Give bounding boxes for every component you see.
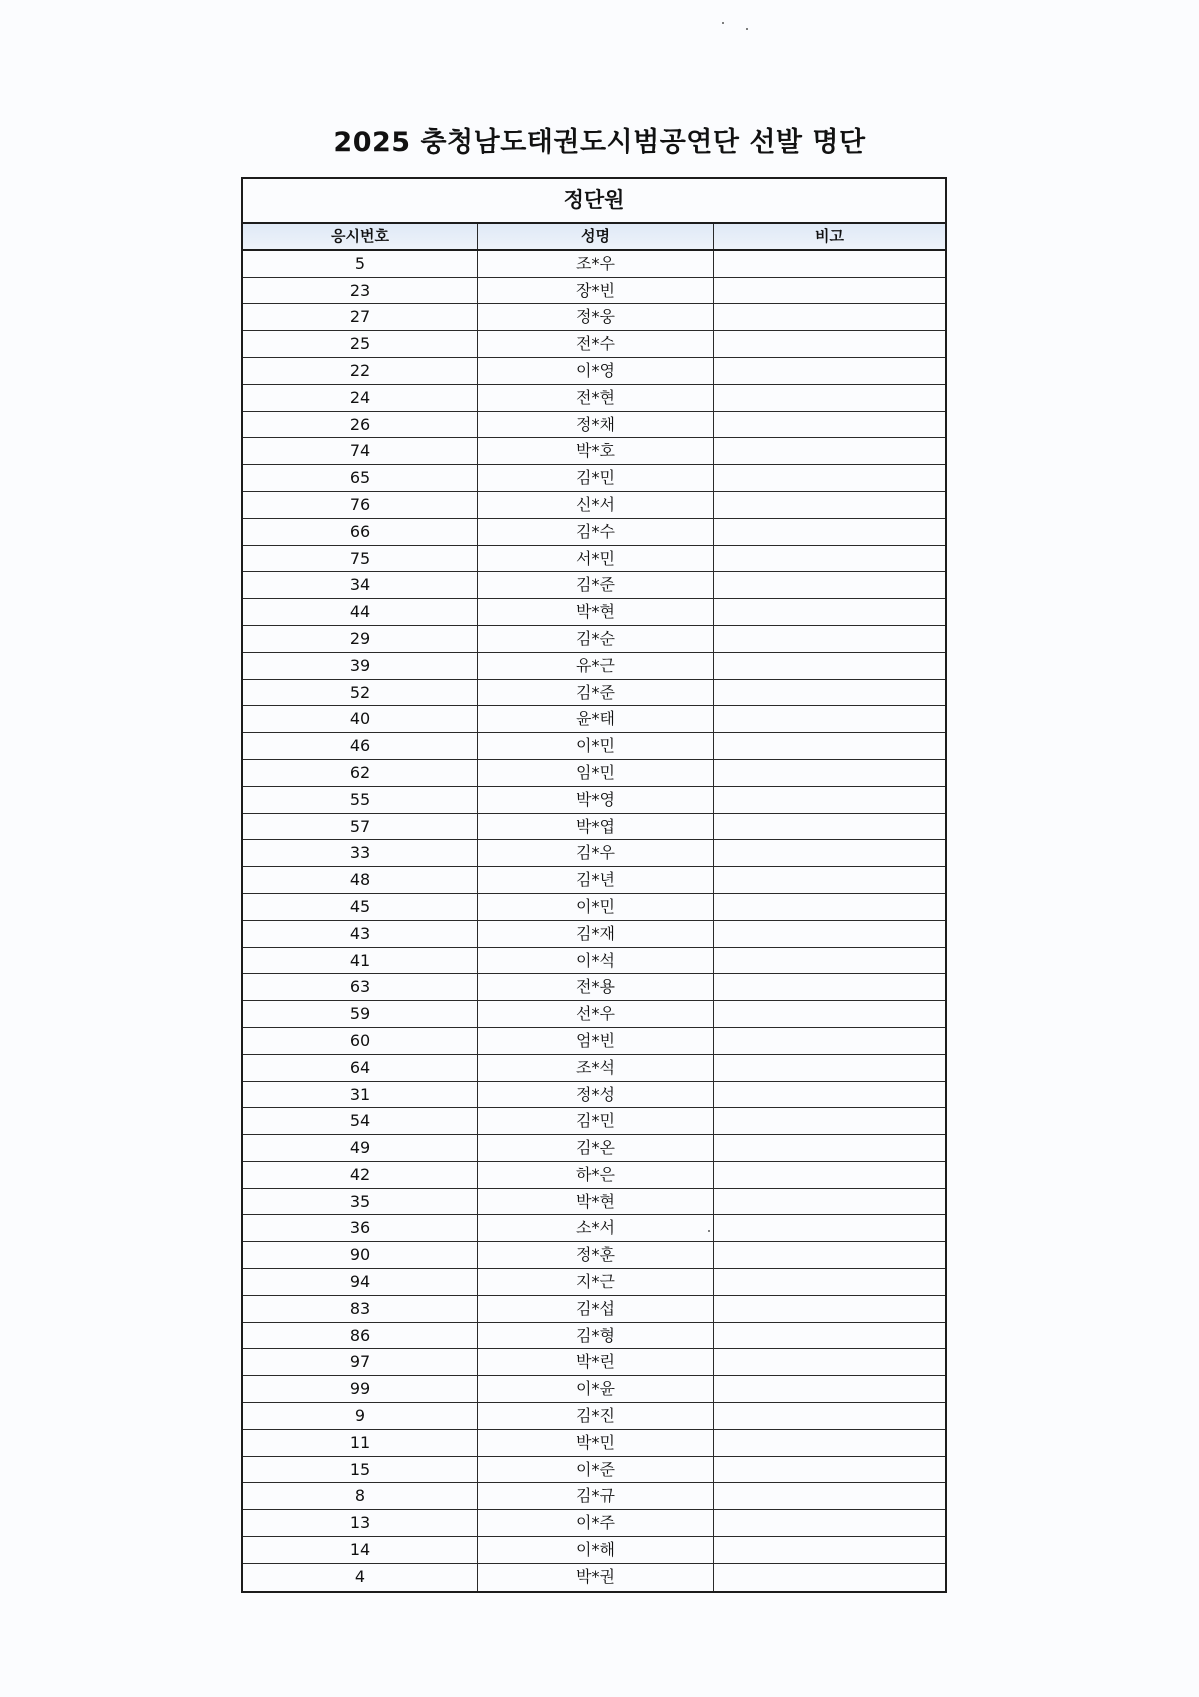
section-title: 정단원 — [243, 179, 945, 224]
name-cell: 김*년 — [478, 867, 714, 893]
remarks-cell — [714, 733, 945, 759]
remarks-cell — [714, 519, 945, 545]
column-header-name: 성명 — [478, 224, 714, 249]
remarks-cell — [714, 1028, 945, 1054]
table-row — [243, 412, 945, 439]
number-cell: 35 — [243, 1189, 478, 1215]
table-row — [243, 1537, 945, 1564]
name-cell: 김*준 — [478, 572, 714, 598]
name-cell: 이*석 — [478, 948, 714, 974]
page-title: 2025 충청남도태권도시범공연단 선발 명단 — [333, 127, 866, 158]
remarks-cell — [714, 974, 945, 1000]
table-row — [243, 465, 945, 492]
number-cell: 23 — [243, 278, 478, 304]
table-row — [243, 787, 945, 814]
table-row — [243, 599, 945, 626]
number-cell: 29 — [243, 626, 478, 652]
number-cell: 48 — [243, 867, 478, 893]
table-row — [243, 304, 945, 331]
remarks-cell — [714, 438, 945, 464]
remarks-cell — [714, 412, 945, 438]
table-row — [243, 1001, 945, 1028]
column-header-remarks: 비고 — [815, 227, 844, 245]
table-row — [243, 278, 945, 305]
number-cell: 45 — [243, 894, 478, 920]
number-cell: 94 — [243, 1269, 478, 1295]
number-cell: 46 — [243, 733, 478, 759]
remarks-cell — [714, 1537, 945, 1563]
name-cell: 소*서 — [478, 1215, 714, 1241]
column-header-number: 응시번호 — [243, 224, 478, 249]
remarks-cell — [714, 465, 945, 491]
remarks-cell — [714, 492, 945, 518]
name-cell: 이*준 — [478, 1457, 714, 1483]
remarks-cell — [714, 1108, 945, 1134]
name-cell: 박*현 — [478, 1189, 714, 1215]
table-row — [243, 1510, 945, 1537]
table-row — [243, 1564, 945, 1591]
number-cell: 39 — [243, 653, 478, 679]
table-row — [243, 331, 945, 358]
remarks-cell — [714, 840, 945, 866]
number-cell: 22 — [243, 358, 478, 384]
remarks-cell — [714, 1055, 945, 1081]
remarks-cell — [714, 653, 945, 679]
name-cell: 박*호 — [478, 438, 714, 464]
remarks-cell — [714, 278, 945, 304]
number-cell: 34 — [243, 572, 478, 598]
table-row — [243, 1376, 945, 1403]
remarks-cell — [714, 680, 945, 706]
name-cell: 정*성 — [478, 1082, 714, 1108]
table-row — [243, 438, 945, 465]
name-cell: 김*진 — [478, 1403, 714, 1429]
name-cell: 김*준 — [478, 680, 714, 706]
number-cell: 14 — [243, 1537, 478, 1563]
table-row — [243, 1323, 945, 1350]
remarks-cell — [714, 1564, 945, 1591]
remarks-cell — [714, 814, 945, 840]
table-row — [243, 251, 945, 278]
table-row — [243, 706, 945, 733]
table-row — [243, 814, 945, 841]
number-cell: 83 — [243, 1296, 478, 1322]
name-cell: 전*수 — [478, 331, 714, 357]
name-cell: 하*은 — [478, 1162, 714, 1188]
name-cell: 김*우 — [478, 840, 714, 866]
remarks-cell — [714, 1215, 945, 1241]
name-cell: 박*민 — [478, 1430, 714, 1456]
remarks-cell — [714, 251, 945, 277]
number-cell: 36 — [243, 1215, 478, 1241]
column-header-row — [243, 224, 945, 251]
remarks-cell — [714, 626, 945, 652]
name-cell: 정*훈 — [478, 1242, 714, 1268]
number-cell: 24 — [243, 385, 478, 411]
table-row — [243, 867, 945, 894]
name-cell: 김*온 — [478, 1135, 714, 1161]
name-cell: 서*민 — [478, 546, 714, 572]
name-cell: 임*민 — [478, 760, 714, 786]
table-row — [243, 519, 945, 546]
number-cell: 26 — [243, 412, 478, 438]
table-row — [243, 760, 945, 787]
scan-speck — [722, 22, 724, 24]
remarks-cell — [714, 599, 945, 625]
name-cell: 박*현 — [478, 599, 714, 625]
name-cell: 윤*태 — [478, 706, 714, 732]
number-cell: 33 — [243, 840, 478, 866]
name-cell: 박*영 — [478, 787, 714, 813]
name-cell: 유*근 — [478, 653, 714, 679]
table-row — [243, 894, 945, 921]
remarks-cell — [714, 1162, 945, 1188]
table-row — [243, 1082, 945, 1109]
table-row — [243, 1403, 945, 1430]
number-cell: 99 — [243, 1376, 478, 1402]
remarks-cell — [714, 1001, 945, 1027]
roster-body — [243, 251, 945, 1591]
remarks-cell — [714, 1349, 945, 1375]
number-cell: 54 — [243, 1108, 478, 1134]
remarks-cell — [714, 1483, 945, 1509]
number-cell: 63 — [243, 974, 478, 1000]
table-row — [243, 492, 945, 519]
name-cell: 이*민 — [478, 733, 714, 759]
remarks-cell — [714, 760, 945, 786]
table-row — [243, 974, 945, 1001]
name-cell: 김*섭 — [478, 1296, 714, 1322]
number-cell: 64 — [243, 1055, 478, 1081]
remarks-cell — [714, 1296, 945, 1322]
number-cell: 55 — [243, 787, 478, 813]
number-cell: 31 — [243, 1082, 478, 1108]
number-cell: 66 — [243, 519, 478, 545]
name-cell: 김*순 — [478, 626, 714, 652]
name-cell: 전*용 — [478, 974, 714, 1000]
table-row — [243, 385, 945, 412]
name-cell: 이*윤 — [478, 1376, 714, 1402]
name-cell: 김*민 — [478, 1108, 714, 1134]
name-cell: 신*서 — [478, 492, 714, 518]
number-cell: 27 — [243, 304, 478, 330]
remarks-cell — [714, 948, 945, 974]
number-cell: 49 — [243, 1135, 478, 1161]
name-cell: 박*권 — [478, 1564, 714, 1591]
roster-table — [241, 177, 947, 1593]
remarks-cell — [714, 1510, 945, 1536]
table-row — [243, 1349, 945, 1376]
table-row — [243, 358, 945, 385]
remarks-cell — [714, 358, 945, 384]
number-cell: 74 — [243, 438, 478, 464]
table-row — [243, 680, 945, 707]
table-row — [243, 653, 945, 680]
scan-speck — [746, 28, 748, 30]
remarks-cell — [714, 1242, 945, 1268]
remarks-cell — [714, 1403, 945, 1429]
remarks-cell — [714, 385, 945, 411]
table-row — [243, 1162, 945, 1189]
name-cell: 김*수 — [478, 519, 714, 545]
number-cell: 57 — [243, 814, 478, 840]
number-cell: 76 — [243, 492, 478, 518]
table-row — [243, 572, 945, 599]
table-row — [243, 626, 945, 653]
number-cell: 86 — [243, 1323, 478, 1349]
number-cell: 43 — [243, 921, 478, 947]
remarks-cell — [714, 921, 945, 947]
number-cell: 41 — [243, 948, 478, 974]
remarks-cell — [714, 1135, 945, 1161]
number-cell: 75 — [243, 546, 478, 572]
table-row — [243, 1189, 945, 1216]
table-row — [243, 921, 945, 948]
name-cell: 지*근 — [478, 1269, 714, 1295]
table-row — [243, 1108, 945, 1135]
table-row — [243, 840, 945, 867]
name-cell: 전*현 — [478, 385, 714, 411]
name-cell: 정*웅 — [478, 304, 714, 330]
number-cell: 25 — [243, 331, 478, 357]
name-cell: 김*재 — [478, 921, 714, 947]
remarks-cell — [714, 1323, 945, 1349]
number-cell: 13 — [243, 1510, 478, 1536]
name-cell: 엄*빈 — [478, 1028, 714, 1054]
name-cell: 김*민 — [478, 465, 714, 491]
name-cell: 선*우 — [478, 1001, 714, 1027]
table-row — [243, 1242, 945, 1269]
number-cell: 42 — [243, 1162, 478, 1188]
table-row — [243, 1055, 945, 1082]
name-cell: 조*석 — [478, 1055, 714, 1081]
number-cell: 9 — [243, 1403, 478, 1429]
remarks-cell — [714, 1082, 945, 1108]
table-row — [243, 948, 945, 975]
table-row — [243, 1028, 945, 1055]
number-cell: 11 — [243, 1430, 478, 1456]
remarks-cell — [714, 706, 945, 732]
table-row — [243, 733, 945, 760]
remarks-cell — [714, 331, 945, 357]
remarks-cell — [714, 787, 945, 813]
remarks-cell — [714, 894, 945, 920]
remarks-cell — [714, 572, 945, 598]
name-cell: 이*해 — [478, 1537, 714, 1563]
remarks-cell — [714, 1376, 945, 1402]
number-cell: 97 — [243, 1349, 478, 1375]
number-cell: 5 — [243, 251, 478, 277]
remarks-cell — [714, 1269, 945, 1295]
table-row — [243, 546, 945, 573]
table-row — [243, 1135, 945, 1162]
number-cell: 90 — [243, 1242, 478, 1268]
table-row — [243, 1430, 945, 1457]
table-row — [243, 1296, 945, 1323]
name-cell: 이*주 — [478, 1510, 714, 1536]
number-cell: 60 — [243, 1028, 478, 1054]
name-cell: 이*영 — [478, 358, 714, 384]
table-row — [243, 1483, 945, 1510]
name-cell: 김*규 — [478, 1483, 714, 1509]
number-cell: 40 — [243, 706, 478, 732]
remarks-cell — [714, 1430, 945, 1456]
remarks-cell — [714, 867, 945, 893]
number-cell: 4 — [243, 1564, 478, 1591]
name-cell: 장*빈 — [478, 278, 714, 304]
name-cell: 이*민 — [478, 894, 714, 920]
table-row — [243, 1269, 945, 1296]
number-cell: 62 — [243, 760, 478, 786]
number-cell: 15 — [243, 1457, 478, 1483]
number-cell: 8 — [243, 1483, 478, 1509]
name-cell: 정*채 — [478, 412, 714, 438]
name-cell: 박*엽 — [478, 814, 714, 840]
table-row — [243, 1457, 945, 1484]
remarks-cell — [714, 546, 945, 572]
remarks-cell — [714, 304, 945, 330]
name-cell: 조*우 — [478, 251, 714, 277]
number-cell: 59 — [243, 1001, 478, 1027]
number-cell: 65 — [243, 465, 478, 491]
remarks-cell — [714, 1189, 945, 1215]
name-cell: 김*형 — [478, 1323, 714, 1349]
number-cell: 44 — [243, 599, 478, 625]
remarks-cell — [714, 1457, 945, 1483]
table-row — [243, 1215, 945, 1242]
name-cell: 박*린 — [478, 1349, 714, 1375]
number-cell: 52 — [243, 680, 478, 706]
